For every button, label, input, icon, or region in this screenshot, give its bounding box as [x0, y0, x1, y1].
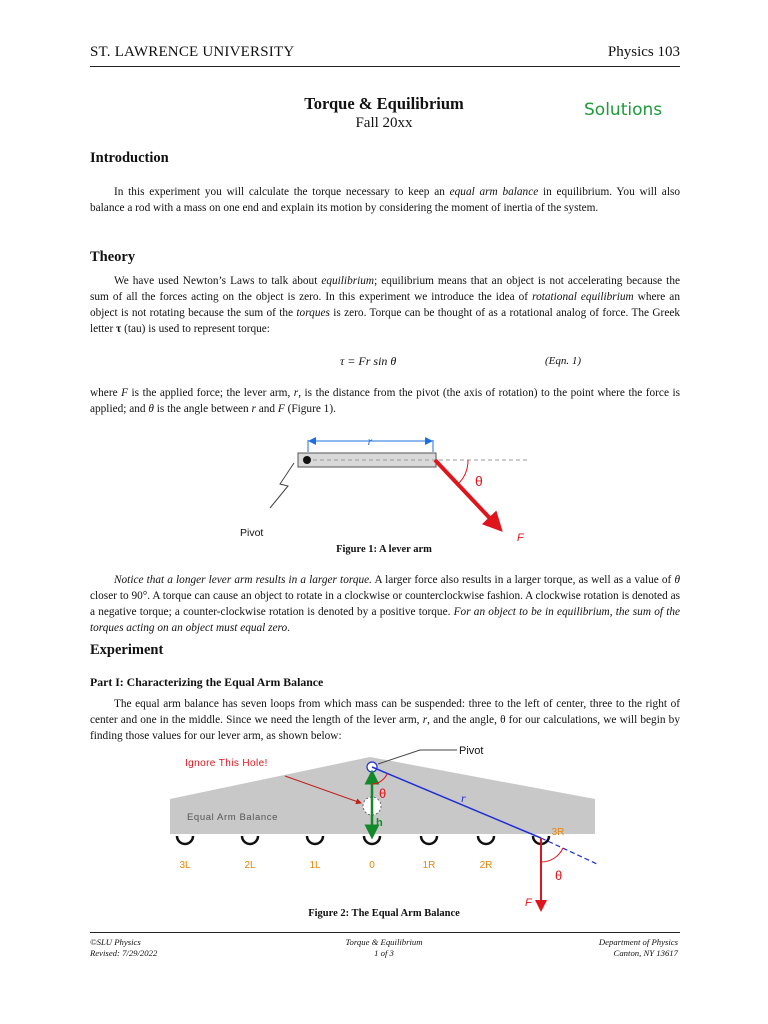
theory-paragraph-2: where F is the applied force; the lever arm, r, is the distance from the pivot (the axis of rotation) to the point where the force is applied; and θ is the angle between r and F (Figure 1). — [90, 387, 680, 415]
introduction-paragraph: In this experiment you will calculate the torque necessary to keep an equal arm balance in equilibrium. You will also balance a rod with a mass on one end and explain its motion by considering the moment of inertia of the system. — [90, 186, 681, 214]
pivot-point — [303, 456, 311, 464]
loop-0 — [364, 836, 380, 844]
loop-label-1R: 1R — [422, 860, 436, 871]
theory-heading: Theory — [90, 249, 136, 265]
notice-paragraph: Notice that a longer lever arm results in a larger torque. A larger force also results in a larger torque, as well as a value of θ closer to 90°. A torque can cause an object to rotate in a clockwise or counterclockwise fashion. A clockwise rotation is denoted as a negative torque; a counter-clockwise rotation is denoted by a positive torque. For an object to be in equilibrium, the sum of the torques acting on an object must equal zero. — [90, 574, 680, 634]
loop-1R — [421, 836, 437, 844]
figure-1-lever-arm — [230, 426, 540, 548]
equation-label: (Eqn. 1) — [545, 355, 582, 367]
figure-2-caption: Figure 2: The Equal Arm Balance — [308, 908, 460, 919]
theta-arc-force — [541, 848, 563, 862]
loop-1L — [307, 836, 323, 844]
header-course: Physics 103 — [607, 44, 680, 60]
footer-address: Canton, NY 13617 — [613, 948, 678, 958]
force-label: F — [517, 532, 524, 544]
theta-label-pivot: θ — [379, 786, 387, 801]
footer-department: Department of Physics — [598, 937, 678, 947]
solutions-badge: Solutions — [584, 100, 663, 120]
footer-doc-title: Torque & Equilibrium — [345, 937, 423, 947]
footer-page-number: 1 of 3 — [374, 948, 394, 958]
figure-1-caption: Figure 1: A lever arm — [336, 544, 432, 555]
footer-copyright: ©SLU Physics — [90, 937, 141, 947]
loop-label-2R: 2R — [479, 860, 493, 871]
balance-label: Equal Arm Balance — [187, 812, 278, 823]
loop-label-0: 0 — [369, 860, 375, 871]
ignore-hole-label: Ignore This Hole! — [185, 758, 268, 769]
loop-label-1L: 1L — [309, 860, 321, 871]
loop-label-2L: 2L — [244, 860, 256, 871]
pivot-label: Pivot — [240, 527, 264, 539]
loop-3L — [177, 836, 193, 844]
theta-label: θ — [475, 473, 483, 489]
figure-2-equal-arm-balance — [165, 744, 605, 912]
r-label: r — [367, 434, 373, 448]
introduction-heading: Introduction — [90, 150, 169, 166]
footer-right — [599, 937, 678, 959]
page-title: Torque & Equilibrium — [304, 94, 464, 113]
h-label: h — [376, 817, 383, 829]
header-rule — [90, 66, 680, 67]
force-arrow — [435, 460, 500, 529]
torque-equation: τ = Fr sin θ — [340, 354, 397, 368]
part-1-heading: Part I: Characterizing the Equal Arm Balance — [90, 675, 324, 689]
force-label: F — [525, 897, 532, 909]
loop-label-3L: 3L — [179, 860, 191, 871]
theta-label-force: θ — [555, 868, 563, 883]
balance-loops — [177, 836, 549, 844]
loop-2L — [242, 836, 258, 844]
pivot-pointer-line — [270, 463, 294, 508]
footer-rule — [90, 932, 680, 933]
loop-2R — [478, 836, 494, 844]
page-subtitle: Fall 20xx — [355, 115, 413, 131]
loop-label-3R: 3R — [551, 827, 565, 838]
footer-revised: Revised: 7/29/2022 — [90, 948, 158, 958]
experiment-paragraph: The equal arm balance has seven loops from which mass can be suspended: three to the left of center, three to the right of center and one in the middle. Since we need the length of the lever arm, r, and the angle, θ for our calculations, we will begin by finding those values for our lever arm, as shown below: — [90, 698, 680, 742]
experiment-heading: Experiment — [90, 642, 164, 658]
pivot-label: Pivot — [459, 745, 484, 757]
lever-bar — [298, 453, 436, 467]
header-institution: ST. LAWRENCE UNIVERSITY — [90, 44, 295, 60]
r-label: r — [461, 791, 466, 805]
theta-arc — [458, 460, 468, 484]
theory-paragraph-1: We have used Newton’s Laws to talk about equilibrium; equilibrium means that an object is not accelerating because the sum of all the forces acting on the object is zero. In this experiment we introduce the idea of rotational equilibrium where an object is not rotating because the sum of the torques is zero. Torque can be thought of as a rotational analog of force. The Greek letter τ (tau) is used to represent torque: — [90, 275, 680, 335]
